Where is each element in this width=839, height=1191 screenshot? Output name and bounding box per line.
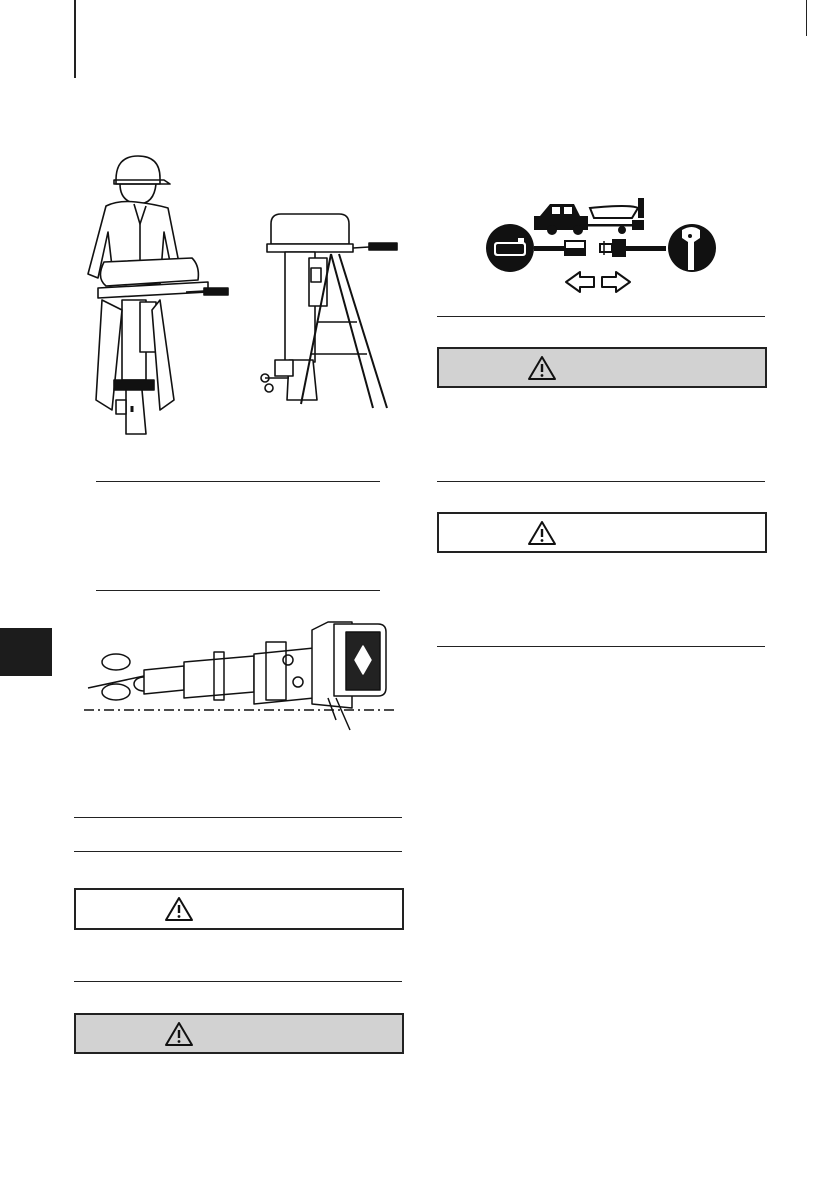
section-tab: [0, 628, 52, 676]
outboard-on-stand-illustration: [255, 210, 400, 415]
warning-box-left-1: [74, 888, 404, 930]
section-rule: [96, 590, 380, 591]
warning-box-right-1: [437, 347, 767, 388]
warning-box-right-2: [437, 512, 767, 553]
section-rule: [96, 481, 380, 482]
section-rule: [437, 481, 765, 482]
page-margin-line: [74, 0, 76, 78]
warning-box-left-2: [74, 1013, 404, 1054]
outboard-horizontal-illustration: [84, 612, 396, 732]
warning-triangle-icon: [164, 1021, 194, 1047]
person-carrying-motor-illustration: [76, 150, 236, 435]
section-rule: [74, 851, 402, 852]
trailer-fuel-disconnect-illustration: [482, 192, 722, 294]
section-rule: [74, 817, 402, 818]
warning-triangle-icon: [527, 520, 557, 546]
warning-triangle-icon: [164, 896, 194, 922]
section-rule: [437, 316, 765, 317]
page-corner-mark: [806, 0, 807, 36]
section-rule: [74, 981, 402, 982]
section-rule: [437, 646, 765, 647]
warning-triangle-icon: [527, 355, 557, 381]
